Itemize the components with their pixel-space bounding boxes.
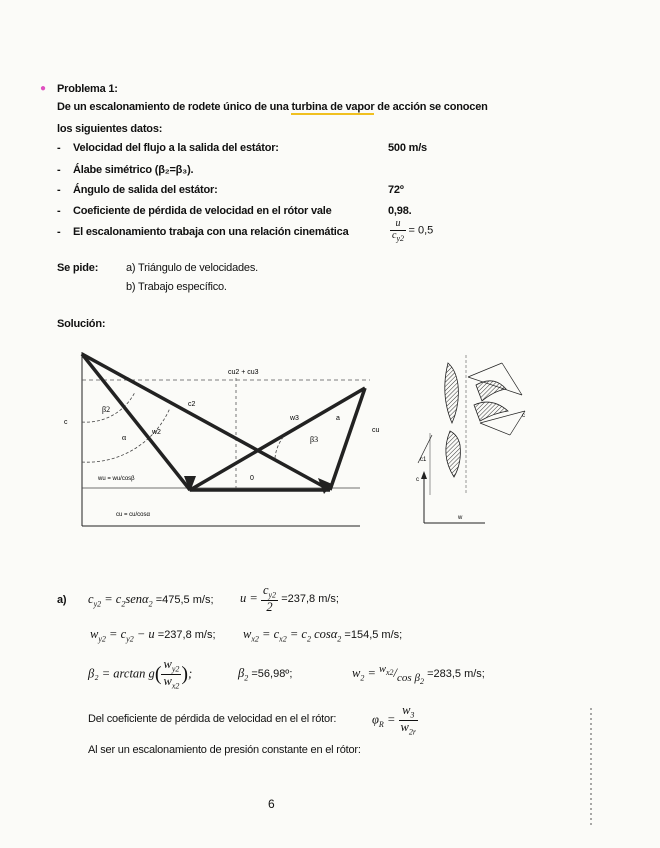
data-item-label: Velocidad del flujo a la salida del estátor: xyxy=(73,142,279,154)
kinematic-ratio: $\frac{u}{c_{y2}}$ = 0,5 xyxy=(392,218,434,243)
velocity-triangle-diagram xyxy=(60,350,400,530)
diagram-label: α xyxy=(122,433,127,442)
ask-item: a) Triángulo de velocidades. xyxy=(126,262,258,274)
asks-label: Se pide: xyxy=(57,262,99,274)
diagram-label: w3 xyxy=(290,415,299,422)
diagram-label: a xyxy=(336,415,340,422)
data-item-label: El escalonamiento trabaja con una relación cinemática xyxy=(73,226,349,238)
bullet-icon: ● xyxy=(40,83,47,94)
diagram-label: β3 xyxy=(310,435,319,444)
diagram-label: 0 xyxy=(250,475,254,482)
constant-pressure-text: Al ser un escalonamiento de presión constante en el rótor: xyxy=(88,744,361,756)
equation-beta2: β₂ = arctan g( $\frac{w_{y2}}{w_{x2}}$ ); xyxy=(88,657,193,691)
highlighted-term: turbina de vapor xyxy=(291,101,375,113)
data-item-value: 72º xyxy=(388,184,404,196)
equation-beta2-result: $\beta_2$ =56,98º; xyxy=(238,666,293,683)
problem-intro-line2: los siguientes datos: xyxy=(57,123,163,135)
part-a-label: a) xyxy=(57,594,67,606)
document-page: ● Problema 1: De un escalonamiento de rodete único de una turbina de vapor de acción se conocen los siguientes datos: - Velocidad del flujo a la salida del estátor: 500 m/s - Álabe simétrico (β₂=β₃). - Ángulo de salida del estátor: 72º - Coeficiente de pérdida de velocidad en el rótor vale 0,98. - El escalonamiento trabaja con una relación cinemática $\frac{u}{c_{y2}}$ = 0,5 Se pide: a) Triángulo de velocidades. b) Trabajo específico. Solución: cu2 + cu3 c β2 α w2 c2 w3 β3 a cu wu = wu/cosβ cu = cu/cosα 0 c1 c w c a) $c_{y2} = c_2sen\alpha_2 =475,5$ m/s; u = $\frac{c_{y2}}{2}$ =237,8 m/s; $w_{y2} = c_{y2} - u =237,8$ m/s; $w_{x2} = c_{x2} = c_2$ cosα$_2$ =154,5 m/s; β₂ = arctan g( $\frac{w_{y2}}{w_{x2}}$ ); $\beta_2$ =56,98º; $w_2 = ^{w_{x2}}/_{cos \beta_2} =283,5$ m/s; Del coeficiente de pérdida de velocidad en el el rótor: $\varphi_R$ = $\frac{w_3}{w_{2r}}$ Al ser un escalonamiento de presión constante en el rótor: 6 xyxy=(0,0,660,848)
data-item-label: Coeficiente de pérdida de velocidad en el rótor vale xyxy=(73,205,332,217)
blade-cascade-sketch xyxy=(410,345,540,530)
diagram-label: w2 xyxy=(152,429,161,436)
solution-label: Solución: xyxy=(57,318,106,330)
diagram-label: c xyxy=(64,419,68,426)
scan-edge-mark xyxy=(588,708,594,828)
diagram-label: cu = cu/cosα xyxy=(116,512,150,518)
blade-label: c xyxy=(522,413,525,419)
diagram-label: β2 xyxy=(102,405,111,414)
problem-title: Problema 1: xyxy=(57,83,118,95)
data-item-label: Ángulo de salida del estátor: xyxy=(73,184,218,196)
data-item-value: 500 m/s xyxy=(388,142,427,154)
blade-label: c1 xyxy=(420,457,427,463)
equation-wy2: $w_{y2} = c_{y2} - u =237,8$ m/s; xyxy=(90,627,216,644)
ask-item: b) Trabajo específico. xyxy=(126,281,227,293)
problem-intro: De un escalonamiento de rodete único de una turbina de vapor de acción se conocen xyxy=(57,101,488,113)
diagram-label: c2 xyxy=(188,401,196,408)
diagram-label: cu2 + cu3 xyxy=(228,369,259,376)
equation-wx2: $w_{x2} = c_{x2} = c_2$ cosα$_2$ =154,5 m/s; xyxy=(243,627,403,644)
data-item-label: Álabe simétrico (β₂=β₃). xyxy=(73,164,194,176)
diagram-label: wu = wu/cosβ xyxy=(98,476,135,482)
data-item-value: 0,98. xyxy=(388,205,412,217)
equation-u: u = $\frac{c_{y2}}{2}$ =237,8 m/s; xyxy=(240,583,339,614)
equation-phi-r: $\varphi_R$ = $\frac{w_3}{w_{2r}}$ xyxy=(372,703,416,737)
blade-label: w xyxy=(458,515,463,521)
equation-w2: $w_2 = ^{w_{x2}}/_{cos \beta_2} =283,5$ m/s; xyxy=(352,664,485,686)
page-number: 6 xyxy=(268,797,275,811)
diagram-label: cu xyxy=(372,427,380,434)
loss-coefficient-text: Del coeficiente de pérdida de velocidad en el el rótor: xyxy=(88,713,337,725)
equation-cy2: $c_{y2} = c_2sen\alpha_2 =475,5$ m/s; xyxy=(88,592,214,609)
blade-label: c xyxy=(416,477,419,483)
